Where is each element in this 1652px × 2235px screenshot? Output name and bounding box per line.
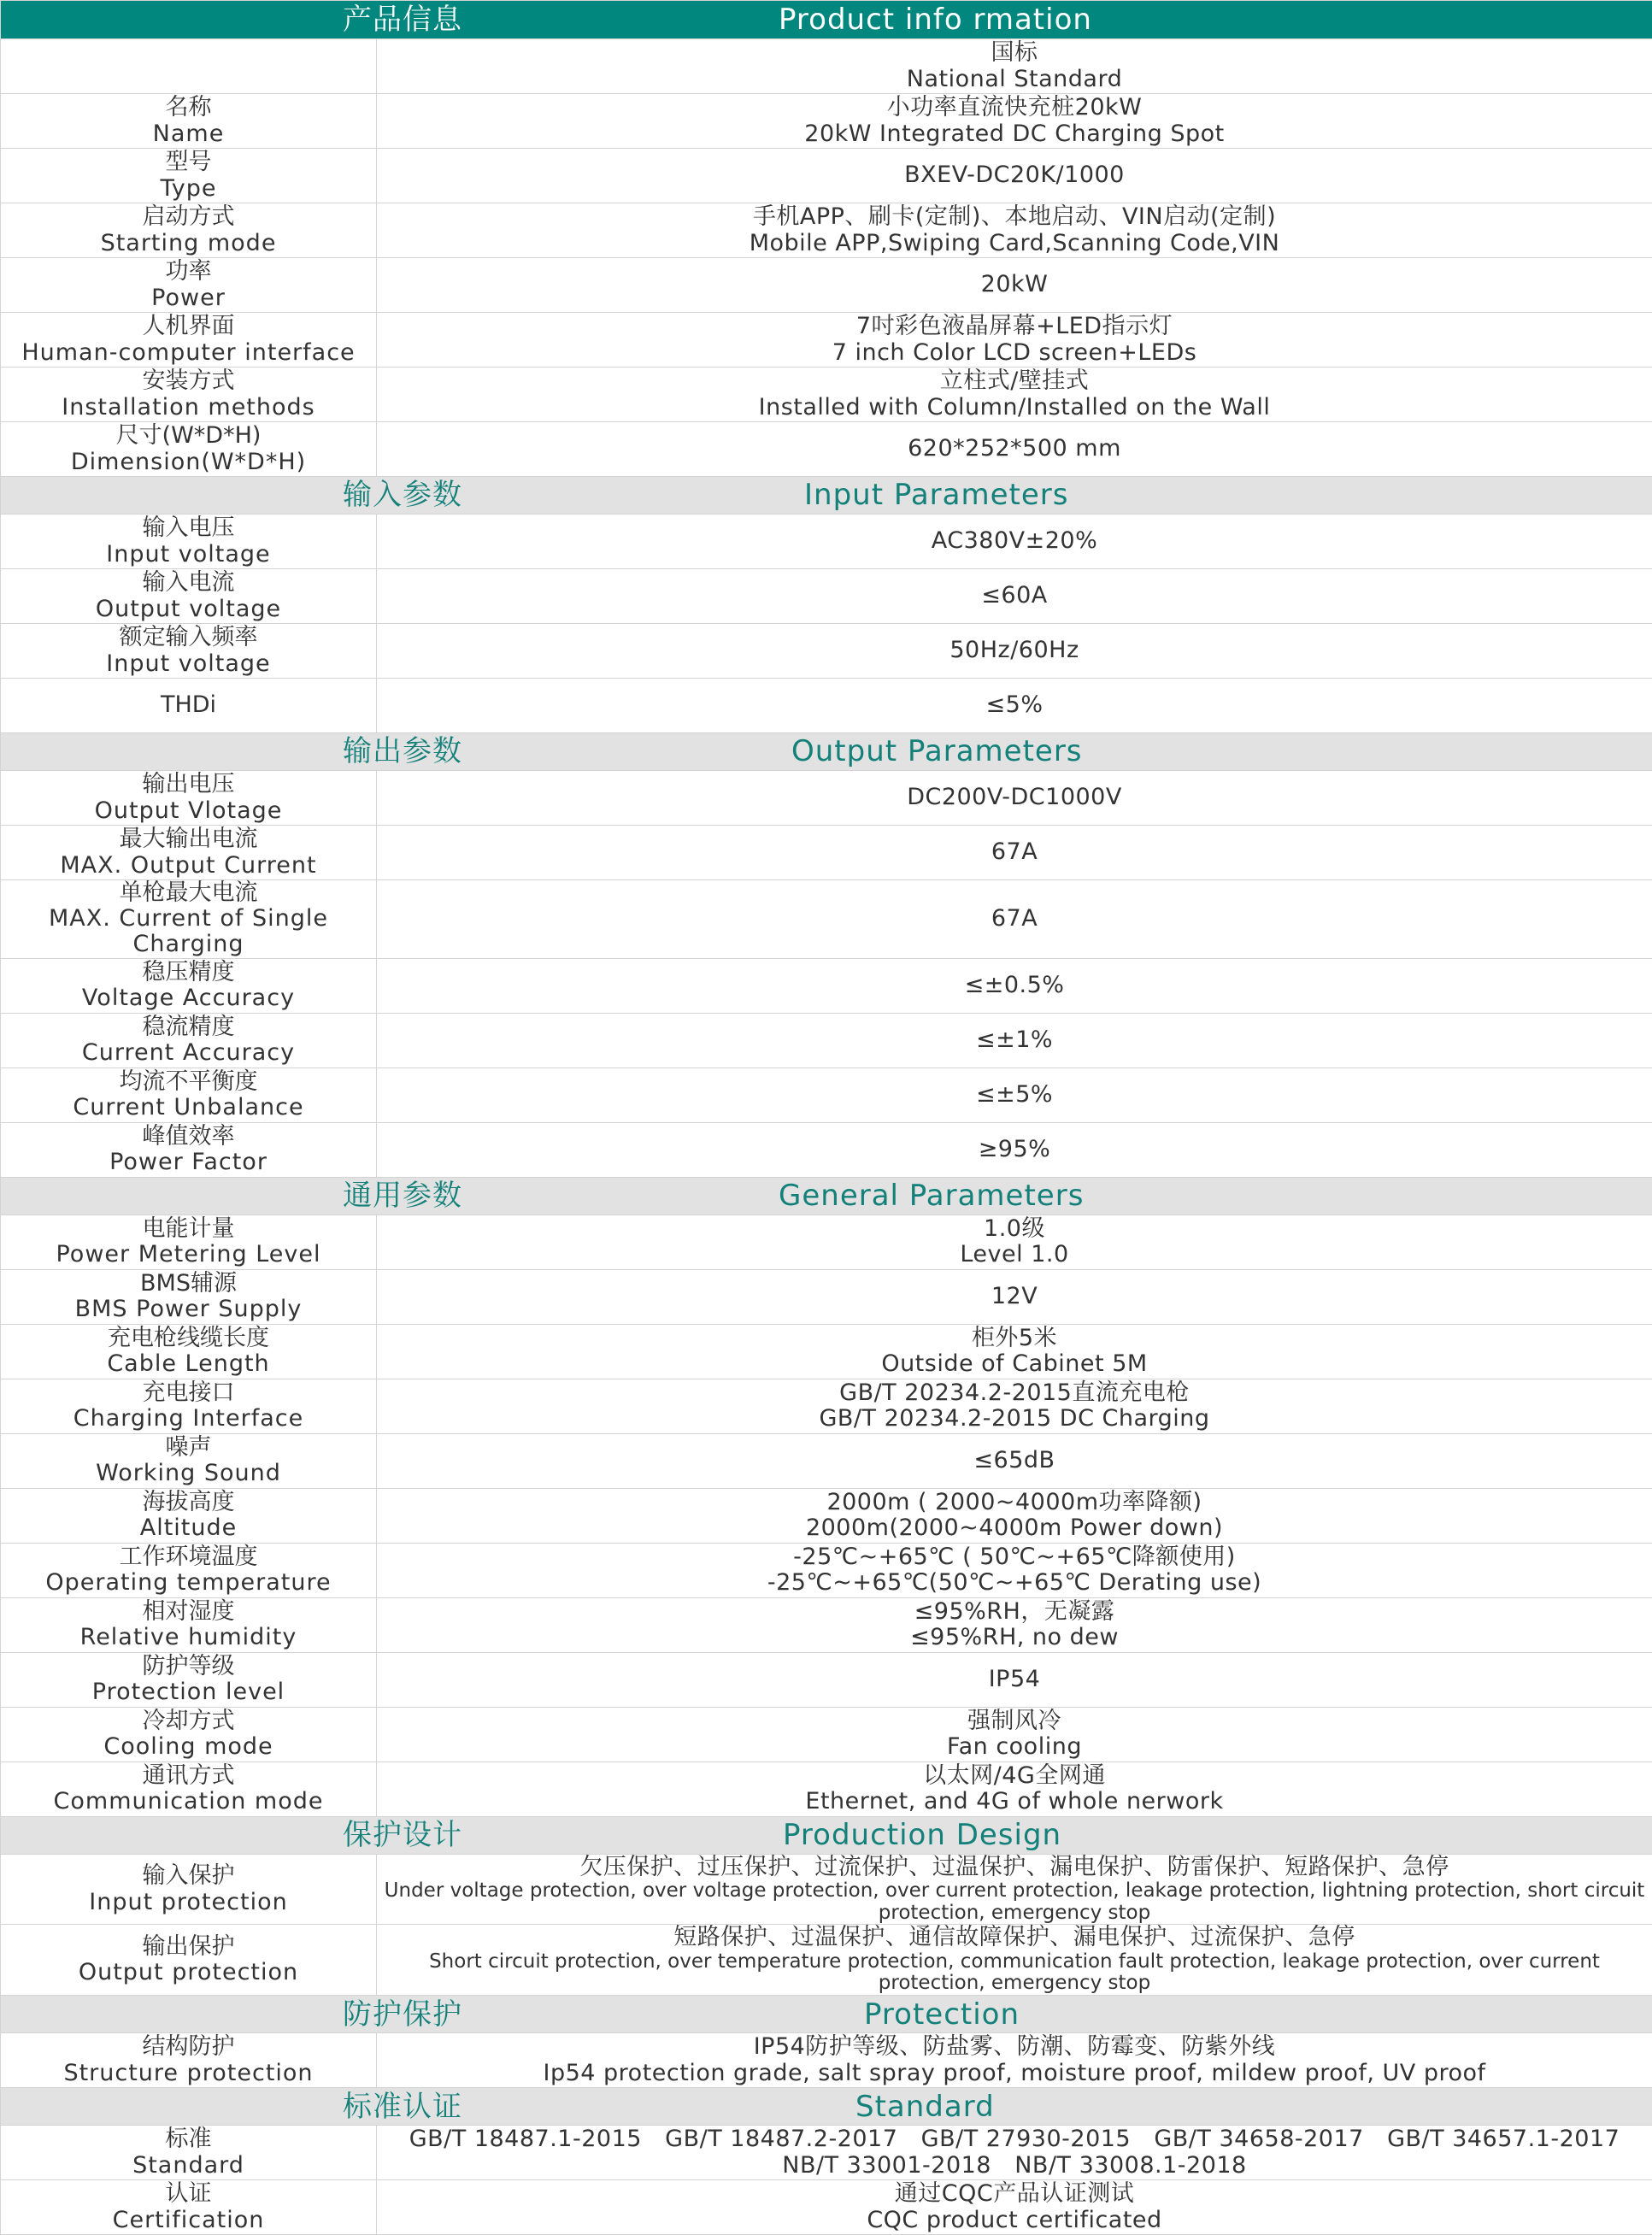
row-value: ≤65dB — [377, 1448, 1652, 1473]
row-label-en: Type — [1, 176, 376, 202]
table-row — [1, 1707, 1652, 1762]
row-label-en: Current Accuracy — [1, 1040, 376, 1066]
row-label-en: BMS Power Supply — [1, 1297, 376, 1322]
table-row — [1, 771, 1652, 826]
row-label-en: Output voltage — [1, 597, 376, 622]
row-value: GB/T 20234.2-2015直流充电枪 — [377, 1380, 1652, 1406]
section-title-zh: 输出参数 — [1, 735, 462, 768]
section-header-general — [1, 1177, 1652, 1215]
row-label-en: Altitude — [1, 1515, 376, 1541]
table-row — [1, 515, 1652, 569]
row-value-en: Under voltage protection, over voltage protection, over current protection, leakage protection, lightning protection, short circuit protection, emergency stop — [377, 1880, 1652, 1925]
row-label-zh: BMS辅源 — [1, 1271, 376, 1297]
row-label-zh: 认证 — [1, 2181, 376, 2207]
table-row — [1, 2033, 1652, 2088]
row-label-zh: 噪声 — [1, 1435, 376, 1461]
row-value: 7吋彩色液晶屏幕+LED指示灯 — [377, 314, 1652, 339]
row-value-en: Installed with Column/Installed on the Wall — [377, 395, 1652, 421]
row-label-zh: 输入电压 — [1, 515, 376, 541]
row-label-zh: 单枪最大电流 — [1, 880, 376, 906]
row-label-en: Power — [1, 285, 376, 311]
row-value-en: -25℃~+65℃(50℃~+65℃ Derating use) — [377, 1570, 1652, 1596]
section-title-en: Input Parameters — [462, 479, 1652, 511]
row-value: ≤±1% — [377, 1027, 1652, 1053]
row-label-zh: 工作环境温度 — [1, 1544, 376, 1570]
table-row — [1, 1324, 1652, 1379]
row-value: IP54 — [377, 1667, 1652, 1692]
section-title-en: Standard — [462, 2091, 1652, 2123]
row-value: 1.0级 — [377, 1216, 1652, 1242]
row-value-en: Level 1.0 — [377, 1242, 1652, 1267]
table-row — [1, 1269, 1652, 1324]
row-value: 12V — [377, 1284, 1652, 1309]
row-value: ≤95%RH，无凝露 — [377, 1599, 1652, 1625]
row-label-zh: 防护等级 — [1, 1654, 376, 1679]
row-label-en: Output protection — [1, 1960, 376, 1985]
row-label-zh: 最大输出电流 — [1, 826, 376, 852]
row-label-en: Name — [1, 121, 376, 147]
row-label-zh: 名称 — [1, 95, 376, 121]
row-value: 620*252*500 mm — [377, 436, 1652, 462]
row-label-zh: 安装方式 — [1, 368, 376, 394]
table-row — [1, 1488, 1652, 1543]
row-value-en: Fan cooling — [377, 1734, 1652, 1760]
row-label-zh: 均流不平衡度 — [1, 1069, 376, 1095]
row-label-en: Current Unbalance — [1, 1095, 376, 1120]
section-header-input — [1, 477, 1652, 515]
row-label-zh: 输出保护 — [1, 1934, 376, 1960]
row-label-zh: 相对湿度 — [1, 1599, 376, 1625]
row-label-zh: 电能计量 — [1, 1216, 376, 1242]
table-row — [1, 2180, 1652, 2235]
row-label-en: Certification — [1, 2208, 376, 2233]
table-row — [1, 1925, 1652, 1996]
row-label-en: Starting mode — [1, 231, 376, 256]
section-title-zh: 防护保护 — [1, 1998, 462, 2031]
table-row — [1, 1215, 1652, 1269]
table-row — [1, 1543, 1652, 1597]
row-label-en: Human-computer interface — [1, 340, 376, 366]
table-row — [1, 624, 1652, 679]
row-label-en: Installation methods — [1, 395, 376, 421]
row-value: 柜外5米 — [377, 1326, 1652, 1351]
table-row — [1, 1652, 1652, 1707]
row-label-en: Power Metering Level — [1, 1242, 376, 1267]
row-label-en: Dimension(W*D*H) — [1, 450, 376, 475]
row-value: AC380V±20% — [377, 528, 1652, 554]
section-title-en: General Parameters — [462, 1179, 1652, 1212]
table-row — [1, 1122, 1652, 1177]
row-value: ≤60A — [377, 583, 1652, 609]
section-header-output — [1, 733, 1652, 771]
row-label-zh: 输入保护 — [1, 1863, 376, 1889]
row-label-en: MAX. Output Current — [1, 853, 376, 879]
table-row — [1, 94, 1652, 149]
row-value-en: Short circuit protection, over temperature protection, communication fault protection, leakage protection, over current protection, emergency stop — [377, 1951, 1652, 1996]
row-value: 小功率直流快充桩20kW — [377, 95, 1652, 121]
row-label-en: Communication mode — [1, 1789, 376, 1814]
table-row — [1, 569, 1652, 624]
table-row — [1, 826, 1652, 880]
row-value-en: Ethernet, and 4G of whole nerwork — [377, 1789, 1652, 1814]
table-row — [1, 1854, 1652, 1925]
row-value: ≤±5% — [377, 1082, 1652, 1108]
row-value: DC200V-DC1000V — [377, 785, 1652, 810]
row-label-en: Voltage Accuracy — [1, 985, 376, 1011]
table-row — [1, 1597, 1652, 1652]
table-row — [1, 258, 1652, 313]
section-title-zh: 标准认证 — [1, 2091, 462, 2123]
row-label-zh: 人机界面 — [1, 314, 376, 339]
row-label-zh: 结构防护 — [1, 2034, 376, 2060]
row-value-en: GB/T 20234.2-2015 DC Charging — [377, 1406, 1652, 1432]
row-label-zh: 型号 — [1, 150, 376, 175]
row-label: THDi — [1, 692, 376, 718]
table-row — [1, 1013, 1652, 1068]
national-standard-row — [1, 39, 1652, 94]
section-title-zh: 产品信息 — [1, 3, 462, 36]
section-header-standard — [1, 2088, 1652, 2126]
row-label-en: Operating temperature — [1, 1570, 376, 1596]
row-value-en: CQC product certificated — [377, 2208, 1652, 2233]
row-label-en: Cooling mode — [1, 1734, 376, 1760]
row-value-en: Outside of Cabinet 5M — [377, 1351, 1652, 1377]
row-label-en: Input voltage — [1, 542, 376, 568]
section-title-en: Output Parameters — [462, 735, 1652, 768]
row-value: 50Hz/60Hz — [377, 638, 1652, 663]
row-label-en: Power Factor — [1, 1150, 376, 1175]
row-label-zh: 功率 — [1, 259, 376, 285]
row-label-zh: 充电枪线缆长度 — [1, 1326, 376, 1351]
row-value-en: 20kW Integrated DC Charging Spot — [377, 121, 1652, 147]
row-label-en: Working Sound — [1, 1461, 376, 1486]
row-value: -25℃~+65℃ ( 50℃~+65℃降额使用) — [377, 1544, 1652, 1570]
national-standard-zh: 国标 — [377, 40, 1652, 66]
section-title-zh: 保护设计 — [1, 1819, 462, 1851]
row-value: 立柱式/壁挂式 — [377, 368, 1652, 394]
row-label-zh: 峰值效率 — [1, 1124, 376, 1150]
section-header-product-info — [1, 1, 1652, 39]
row-label-en: Input voltage — [1, 651, 376, 677]
row-label-en: Input protection — [1, 1890, 376, 1915]
section-header-protection — [1, 1996, 1652, 2033]
row-value-en: Mobile APP,Swiping Card,Scanning Code,VIN — [377, 231, 1652, 256]
row-value: 通过CQC产品认证测试 — [377, 2181, 1652, 2207]
row-label-zh: 尺寸(W*D*H) — [1, 423, 376, 449]
section-header-production-design — [1, 1816, 1652, 1854]
row-label-en: Relative humidity — [1, 1625, 376, 1650]
row-value: 67A — [377, 906, 1652, 932]
row-label-zh: 充电接口 — [1, 1380, 376, 1406]
table-row — [1, 203, 1652, 258]
table-row — [1, 1433, 1652, 1488]
row-label-en: Output Vlotage — [1, 798, 376, 824]
table-row — [1, 422, 1652, 477]
table-row — [1, 880, 1652, 959]
row-label-zh: 标准 — [1, 2126, 376, 2152]
row-label-en: Structure protection — [1, 2061, 376, 2086]
row-label-en: Charging Interface — [1, 1406, 376, 1432]
table-row — [1, 1068, 1652, 1122]
row-label-zh: 额定输入频率 — [1, 625, 376, 650]
row-value-en: 7 inch Color LCD screen+LEDs — [377, 340, 1652, 366]
row-value-en: Ip54 protection grade, salt spray proof, moisture proof, mildew proof, UV proof — [377, 2061, 1652, 2086]
row-value: IP54防护等级、防盐雾、防潮、防霉变、防紫外线 — [377, 2034, 1652, 2060]
table-row — [1, 679, 1652, 733]
row-label-en: Standard — [1, 2153, 376, 2179]
row-value: ≤5% — [377, 692, 1652, 718]
section-title-en: Protection — [462, 1998, 1652, 2031]
row-value: 67A — [377, 839, 1652, 865]
section-title-zh: 通用参数 — [1, 1179, 462, 1212]
national-standard-en: National Standard — [377, 67, 1652, 92]
row-value: 20kW — [377, 272, 1652, 297]
row-value: 2000m ( 2000~4000m功率降额) — [377, 1490, 1652, 1515]
row-value: 短路保护、过温保护、通信故障保护、漏电保护、过流保护、急停 — [377, 1925, 1652, 1950]
section-title-zh: 输入参数 — [1, 479, 462, 511]
row-label-zh: 通讯方式 — [1, 1763, 376, 1789]
row-label-en: MAX. Current of Single Charging — [1, 906, 376, 957]
table-row — [1, 1379, 1652, 1433]
row-value: 手机APP、刷卡(定制)、本地启动、VIN启动(定制) — [377, 204, 1652, 230]
section-title-en: Production Design — [462, 1819, 1652, 1851]
row-label-en: Protection level — [1, 1679, 376, 1705]
table-row — [1, 958, 1652, 1013]
row-value: GB/T 18487.1-2015 GB/T 18487.2-2017 GB/T 27930-2015 GB/T 34658-2017 GB/T 34657.1-2017 — [377, 2126, 1652, 2152]
row-value: 欠压保护、过压保护、过流保护、过温保护、漏电保护、防雷保护、短路保护、急停 — [377, 1855, 1652, 1880]
row-value-en: NB/T 33001-2018 NB/T 33008.1-2018 — [377, 2153, 1652, 2179]
table-row — [1, 1762, 1652, 1816]
table-row — [1, 313, 1652, 368]
row-label-zh: 海拔高度 — [1, 1490, 376, 1515]
row-value-en: 2000m(2000~4000m Power down) — [377, 1515, 1652, 1541]
row-label-zh: 启动方式 — [1, 204, 376, 230]
section-title-en: Product info rmation — [462, 3, 1652, 36]
row-value: ≤±0.5% — [377, 973, 1652, 998]
row-value: BXEV-DC20K/1000 — [377, 162, 1652, 188]
table-row — [1, 149, 1652, 203]
row-label-en: Cable Length — [1, 1351, 376, 1377]
row-value: ≥95% — [377, 1137, 1652, 1162]
row-value-en: ≤95%RH, no dew — [377, 1625, 1652, 1650]
table-row — [1, 2126, 1652, 2180]
row-label-zh: 输出电压 — [1, 772, 376, 797]
row-label-zh: 稳压精度 — [1, 960, 376, 985]
row-label-zh: 冷却方式 — [1, 1709, 376, 1734]
row-label-zh: 输入电流 — [1, 570, 376, 596]
row-value: 强制风冷 — [377, 1709, 1652, 1734]
row-label-zh: 稳流精度 — [1, 1015, 376, 1040]
row-value: 以太网/4G全网通 — [377, 1763, 1652, 1789]
table-row — [1, 368, 1652, 422]
